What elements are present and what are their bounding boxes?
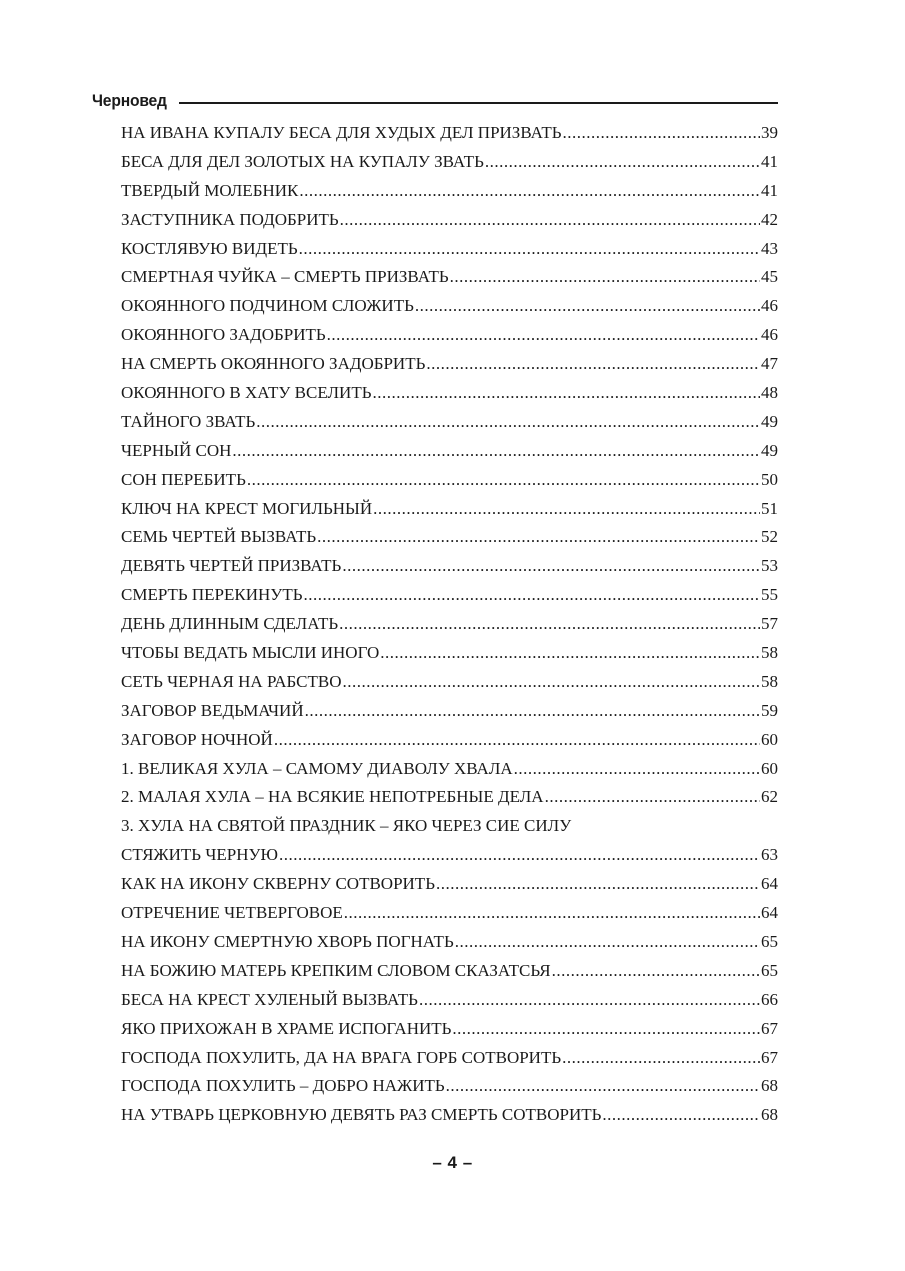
toc-entry bbox=[121, 408, 778, 437]
toc-entry-page: 65 bbox=[761, 960, 778, 980]
toc-dot-leader bbox=[344, 899, 760, 928]
toc-entry bbox=[121, 783, 778, 812]
toc-entry bbox=[121, 321, 778, 350]
toc-dot-leader bbox=[299, 177, 760, 206]
toc-entry bbox=[121, 523, 778, 552]
toc-entry bbox=[121, 581, 778, 610]
toc-dot-leader bbox=[343, 668, 761, 697]
toc-entry-page: 68 bbox=[761, 1076, 778, 1096]
running-head bbox=[92, 86, 778, 116]
toc-dot-leader bbox=[426, 350, 760, 379]
toc-entry-title: 3. ХУЛА НА СВЯТОЙ ПРАЗДНИК – ЯКО ЧЕРЕЗ СИЕ СИЛУ bbox=[121, 816, 572, 836]
toc-entry bbox=[121, 1072, 778, 1101]
toc-entry bbox=[121, 119, 778, 148]
toc-entry-page: 46 bbox=[761, 296, 778, 316]
toc-entry bbox=[121, 495, 778, 524]
toc-dot-leader bbox=[419, 986, 760, 1015]
toc-dot-leader bbox=[436, 870, 760, 899]
toc-dot-leader bbox=[602, 1101, 760, 1130]
toc-entry-page: 62 bbox=[761, 787, 778, 807]
toc-entry-page: 65 bbox=[761, 931, 778, 951]
toc-entry-title: ЯКО ПРИХОЖАН В ХРАМЕ ИСПОГАНИТЬ bbox=[121, 1018, 452, 1038]
toc-entry-title: ГОСПОДА ПОХУЛИТЬ – ДОБРО НАЖИТЬ bbox=[121, 1076, 445, 1096]
toc-dot-leader bbox=[339, 610, 760, 639]
toc-entry-page: 68 bbox=[761, 1105, 778, 1125]
toc-entry bbox=[121, 1101, 778, 1130]
toc-dot-leader bbox=[247, 466, 760, 495]
toc-entry-page: 47 bbox=[761, 354, 778, 374]
toc-entry bbox=[121, 1044, 778, 1073]
toc-entry-title: ЗАСТУПНИКА ПОДОБРИТЬ bbox=[121, 209, 339, 229]
toc-entry bbox=[121, 726, 778, 755]
toc-entry-page: 42 bbox=[761, 209, 778, 229]
toc-entry-page: 55 bbox=[761, 585, 778, 605]
toc-entry bbox=[121, 466, 778, 495]
toc-entry-title: ТАЙНОГО ЗВАТЬ bbox=[121, 411, 256, 431]
toc-entry-page: 60 bbox=[761, 758, 778, 778]
toc-entry-title: КАК НА ИКОНУ СКВЕРНУ СОТВОРИТЬ bbox=[121, 874, 435, 894]
toc-dot-leader bbox=[372, 379, 760, 408]
toc-entry bbox=[121, 610, 778, 639]
toc-entry bbox=[121, 841, 778, 870]
toc-entry bbox=[121, 235, 778, 264]
toc-entry-title: БЕСА ДЛЯ ДЕЛ ЗОЛОТЫХ НА КУПАЛУ ЗВАТЬ bbox=[121, 151, 484, 171]
toc-dot-leader bbox=[279, 841, 760, 870]
toc-dot-leader bbox=[342, 552, 760, 581]
toc-dot-leader bbox=[274, 726, 760, 755]
toc-entry-page: 50 bbox=[761, 469, 778, 489]
toc-dot-leader bbox=[299, 235, 760, 264]
toc-entry bbox=[121, 986, 778, 1015]
toc-dot-leader bbox=[327, 321, 760, 350]
toc-entry bbox=[121, 899, 778, 928]
toc-entry bbox=[121, 755, 778, 784]
toc-entry-title: НА ИВАНА КУПАЛУ БЕСА ДЛЯ ХУДЫХ ДЕЛ ПРИЗВАТЬ bbox=[121, 123, 562, 142]
toc-entry-title: НА БОЖИЮ МАТЕРЬ КРЕПКИМ СЛОВОМ СКАЗАТСЬЯ bbox=[121, 960, 551, 980]
toc-dot-leader bbox=[256, 408, 760, 437]
toc-entry-title: 2. МАЛАЯ ХУЛА – НА ВСЯКИЕ НЕПОТРЕБНЫЕ ДЕЛА bbox=[121, 787, 544, 807]
toc-entry bbox=[121, 668, 778, 697]
toc-entry bbox=[121, 552, 778, 581]
running-head-rule bbox=[179, 102, 778, 104]
toc-entry-title: СМЕРТНАЯ ЧУЙКА – СМЕРТЬ ПРИЗВАТЬ bbox=[121, 267, 449, 287]
toc-entry-title: СЕТЬ ЧЕРНАЯ НА РАБСТВО bbox=[121, 671, 342, 691]
toc-entry-page: 49 bbox=[761, 411, 778, 431]
toc-entry-page: 64 bbox=[761, 874, 778, 894]
page-number: – 4 – bbox=[432, 1153, 473, 1172]
toc-dot-leader bbox=[514, 755, 760, 784]
toc-dot-leader bbox=[373, 495, 760, 524]
toc-entry-page: 52 bbox=[761, 527, 778, 547]
toc-entry-page: 63 bbox=[761, 845, 778, 865]
toc-entry bbox=[121, 812, 778, 841]
toc-dot-leader bbox=[562, 1044, 760, 1073]
toc-entry-title: ТВЕРДЫЙ МОЛЕБНИК bbox=[121, 180, 299, 200]
toc-entry-page: 60 bbox=[761, 729, 778, 749]
toc-entry bbox=[121, 697, 778, 726]
toc-entry-page: 57 bbox=[761, 614, 778, 634]
toc-entry-page: 39 bbox=[761, 123, 778, 142]
toc-entry-title: НА СМЕРТЬ ОКОЯННОГО ЗАДОБРИТЬ bbox=[121, 354, 426, 374]
toc-dot-leader bbox=[317, 523, 760, 552]
toc-entry-title: ОКОЯННОГО ЗАДОБРИТЬ bbox=[121, 325, 326, 345]
toc-entry-page: 64 bbox=[761, 903, 778, 923]
toc-entry-title: 1. ВЕЛИКАЯ ХУЛА – САМОМУ ДИАВОЛУ ХВАЛА bbox=[121, 758, 513, 778]
toc-entry bbox=[121, 957, 778, 986]
toc-entry-page: 51 bbox=[761, 498, 778, 518]
toc-dot-leader bbox=[455, 928, 760, 957]
toc-entry-page: 58 bbox=[761, 671, 778, 691]
toc-entry-title: ЧТОБЫ ВЕДАТЬ МЫСЛИ ИНОГО bbox=[121, 643, 380, 663]
toc-entry-title: ЗАГОВОР ВЕДЬМАЧИЙ bbox=[121, 700, 304, 720]
toc-entry bbox=[121, 350, 778, 379]
toc-dot-leader bbox=[340, 206, 760, 235]
toc-entry-title: КЛЮЧ НА КРЕСТ МОГИЛЬНЫЙ bbox=[121, 498, 373, 518]
table-of-contents bbox=[121, 119, 778, 1130]
toc-entry bbox=[121, 437, 778, 466]
running-head-title: Черновед bbox=[92, 91, 167, 110]
toc-entry-page: 53 bbox=[761, 556, 778, 576]
toc-entry-page: 58 bbox=[761, 643, 778, 663]
toc-entry-title: ГОСПОДА ПОХУЛИТЬ, ДА НА ВРАГА ГОРБ СОТВОРИТЬ bbox=[121, 1047, 562, 1067]
toc-entry-page: 66 bbox=[761, 989, 778, 1009]
toc-entry-title: ЗАГОВОР НОЧНОЙ bbox=[121, 729, 273, 749]
toc-dot-leader bbox=[563, 119, 760, 148]
toc-entry-title: КОСТЛЯВУЮ ВИДЕТЬ bbox=[121, 238, 298, 258]
toc-entry bbox=[121, 379, 778, 408]
toc-entry-title: НА УТВАРЬ ЦЕРКОВНУЮ ДЕВЯТЬ РАЗ СМЕРТЬ СОТВОРИТЬ bbox=[121, 1105, 602, 1125]
toc-entry-title: ЧЕРНЫЙ СОН bbox=[121, 440, 232, 460]
toc-entry bbox=[121, 928, 778, 957]
toc-dot-leader bbox=[552, 957, 760, 986]
toc-entry-page: 41 bbox=[761, 151, 778, 171]
toc-entry-page: 46 bbox=[761, 325, 778, 345]
toc-dot-leader bbox=[305, 697, 760, 726]
toc-entry-title: СОН ПЕРЕБИТЬ bbox=[121, 469, 246, 489]
toc-entry bbox=[121, 206, 778, 235]
toc-entry bbox=[121, 263, 778, 292]
toc-dot-leader bbox=[303, 581, 760, 610]
toc-entry-page: 45 bbox=[761, 267, 778, 287]
toc-dot-leader bbox=[380, 639, 760, 668]
toc-entry-title: ОТРЕЧЕНИЕ ЧЕТВЕРГОВОЕ bbox=[121, 903, 343, 923]
toc-entry bbox=[121, 639, 778, 668]
toc-dot-leader bbox=[545, 783, 760, 812]
toc-dot-leader bbox=[415, 292, 760, 321]
toc-entry-title: СМЕРТЬ ПЕРЕКИНУТЬ bbox=[121, 585, 303, 605]
toc-entry-page: 48 bbox=[761, 383, 778, 403]
toc-entry bbox=[121, 177, 778, 206]
toc-entry-title: БЕСА НА КРЕСТ ХУЛЕНЫЙ ВЫЗВАТЬ bbox=[121, 989, 418, 1009]
toc-entry-title: ОКОЯННОГО ПОДЧИНОМ СЛОЖИТЬ bbox=[121, 296, 414, 316]
toc-entry-title: ДЕНЬ ДЛИННЫМ СДЕЛАТЬ bbox=[121, 614, 339, 634]
toc-entry-page: 67 bbox=[761, 1018, 778, 1038]
toc-entry-title: ДЕВЯТЬ ЧЕРТЕЙ ПРИЗВАТЬ bbox=[121, 556, 342, 576]
toc-entry bbox=[121, 148, 778, 177]
toc-entry-title: ОКОЯННОГО В ХАТУ ВСЕЛИТЬ bbox=[121, 383, 372, 403]
toc-entry-page: 67 bbox=[761, 1047, 778, 1067]
toc-dot-leader bbox=[450, 263, 760, 292]
toc-entry-page: 43 bbox=[761, 238, 778, 258]
toc-dot-leader bbox=[452, 1015, 760, 1044]
toc-entry-title: СЕМЬ ЧЕРТЕЙ ВЫЗВАТЬ bbox=[121, 527, 317, 547]
toc-entry bbox=[121, 870, 778, 899]
toc-entry bbox=[121, 1015, 778, 1044]
toc-dot-leader bbox=[485, 148, 760, 177]
toc-entry-title: СТЯЖИТЬ ЧЕРНУЮ bbox=[121, 845, 278, 865]
toc-entry bbox=[121, 292, 778, 321]
toc-entry-page: 41 bbox=[761, 180, 778, 200]
toc-entry-title: НА ИКОНУ СМЕРТНУЮ ХВОРЬ ПОГНАТЬ bbox=[121, 931, 454, 951]
toc-entry-page: 59 bbox=[761, 700, 778, 720]
toc-dot-leader bbox=[446, 1072, 760, 1101]
toc-entry-page: 49 bbox=[761, 440, 778, 460]
toc-dot-leader bbox=[232, 437, 760, 466]
